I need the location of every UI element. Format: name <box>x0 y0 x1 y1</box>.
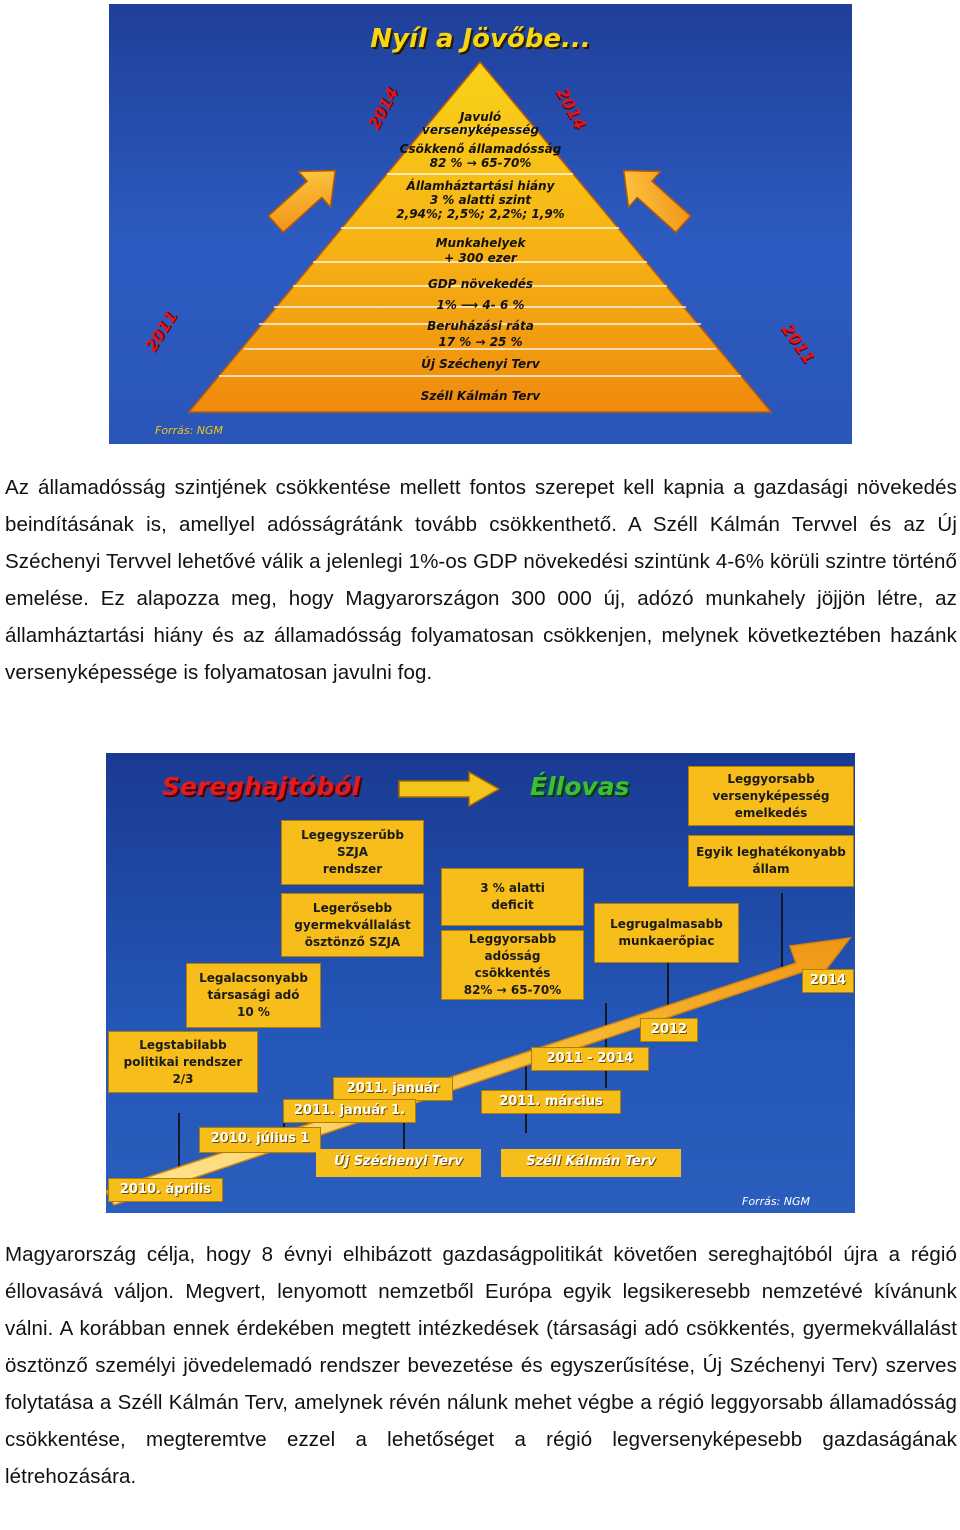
date-tag: 2011. január 1. <box>283 1099 416 1123</box>
headline-arrow <box>399 772 499 806</box>
pyramid-text: + 300 ezer <box>444 251 517 265</box>
goal-box: Leggyorsabb versenyképesség emelkedés <box>688 766 854 826</box>
date-tag: 2010. április <box>108 1178 223 1202</box>
date-tag: 2011 - 2014 <box>531 1047 649 1071</box>
source-label: Forrás: NGM <box>742 1195 811 1208</box>
year-label: 2014 <box>364 84 403 133</box>
body-paragraph: Az államadósság szintjének csökkentése mellett fontos szerepet kell kapnia a gazdasági növekedés beindításának is, amellyel adósságrátánk tovább csökkenthető. A Széll Kálmán Tervvel és az Új Széchenyi Tervvel lehetővé válik a jelenlegi 1%-os GDP növekedési szintünk 4-6% körüli szintre történő emelése. Ez alapozza meg, hogy Magyarországon 300 000 új, adózó munkahely jöjjön létre, az államháztartási hiány és az államadósság folyamatosan csökkenjen, melynek következtében hazánk versenyképessége is folyamatosan javulni fog. <box>5 476 957 684</box>
date-tag: 2011. március <box>481 1090 621 1114</box>
date-tag: 2010. július 1 <box>199 1127 321 1153</box>
source-label: Forrás: NGM <box>155 424 224 437</box>
year-label: 2011 <box>141 307 182 356</box>
pyramid-text: 1% ⟶ 4- 6 % <box>436 298 525 312</box>
date-tag: 2014 <box>802 969 854 993</box>
headline-right: Éllovas <box>530 772 630 801</box>
goal-box: Legalacsonyabb társasági adó 10 % <box>186 963 321 1028</box>
goal-box: Leggyorsabb adósság csökkentés 82% → 65-70% <box>441 930 584 1000</box>
year-label: 2014 <box>552 84 591 133</box>
goal-box: Legegyszerűbb SZJA rendszer <box>281 820 424 885</box>
date-tag: 2012 <box>640 1018 698 1042</box>
goal-box: Legrugalmasabb munkaerőpiac <box>594 903 739 963</box>
pyramid-text: GDP növekedés <box>427 277 534 291</box>
pyramid-text: 2,94%; 2,5%; 2,2%; 1,9% <box>396 207 565 221</box>
goal-box: Egyik leghatékonyabb állam <box>688 835 854 887</box>
pyramid-text: Új Széchenyi Terv <box>421 357 540 371</box>
goal-box: 3 % alatti deficit <box>441 868 584 926</box>
pyramid-title: Nyíl a Jövőbe... <box>370 24 591 54</box>
pyramid-text: versenyképesség <box>422 123 539 137</box>
pyramid-text: Munkahelyek <box>435 236 526 250</box>
pyramid-text: 82 % → 65-70% <box>429 156 532 170</box>
pyramid-figure <box>109 4 852 444</box>
goal-box: Legstabilabb politikai rendszer 2/3 <box>108 1031 258 1093</box>
pyramid-text: Széll Kálmán Terv <box>420 389 541 403</box>
plan-label: Új Széchenyi Terv <box>316 1149 481 1177</box>
goal-box: Legerősebb gyermekvállalást ösztönző SZJA <box>281 893 424 957</box>
pyramid-text: 17 % → 25 % <box>438 335 523 349</box>
staircase-figure <box>106 753 855 1213</box>
pyramid-text: 3 % alatti szint <box>429 193 532 207</box>
body-paragraph: Magyarország célja, hogy 8 évnyi elhibázott gazdaságpolitikát követően sereghajtóból újra a régió éllovasává váljon. Megvert, lenyomott nemzetből Európa egyik legsikeresebb nemzetévé kívánunk válni. A korábban ennek érdekében megtett intézkedések (társasági adó csökkentés, gyermekvállalást ösztönző személyi jövedelemadó rendszer bevezetése és egyszerűsítése, Új Széchenyi Terv) szerves folytatása a Széll Kálmán Terv, amelynek révén nálunk mehet végbe a régió leggyorsabb államadósság csökkentése, megteremtve ezzel a lehetőséget a régió legversenyképesebb gazdaságának létrehozására. <box>5 1243 957 1488</box>
pyramid-text: Csökkenő államadósság <box>399 142 562 156</box>
plan-label: Széll Kálmán Terv <box>501 1149 681 1177</box>
year-label: 2011 <box>777 319 819 368</box>
pyramid-text: Javuló <box>459 110 502 124</box>
pyramid-text: Államháztartási hiány <box>406 179 555 193</box>
pyramid-text: Beruházási ráta <box>427 319 534 333</box>
date-tag: 2011. január <box>333 1077 453 1101</box>
pyramid-graphic <box>109 4 852 444</box>
headline-left: Sereghajtóból <box>162 772 361 801</box>
